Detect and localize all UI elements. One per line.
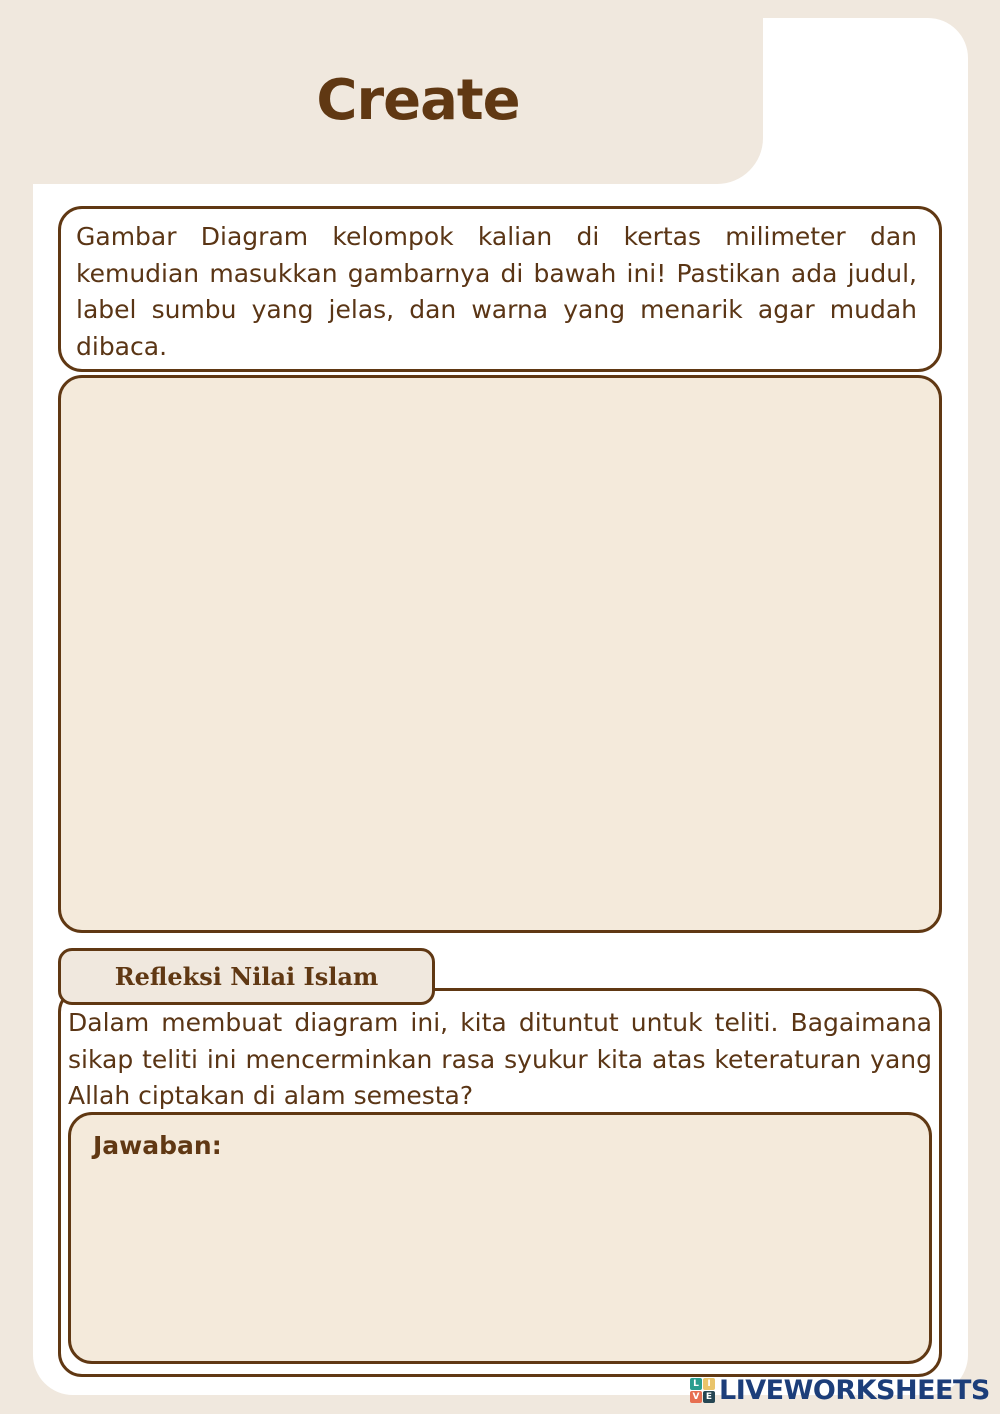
liveworksheets-logo-icon: [690, 1378, 715, 1403]
reflection-tab: Refleksi Nilai Islam: [58, 948, 435, 1005]
watermark-text: LIVEWORKSHEETS: [719, 1374, 990, 1406]
logo-letter-l: L: [690, 1378, 702, 1390]
logo-letter-v: V: [690, 1391, 702, 1403]
diagram-upload-area[interactable]: [58, 375, 942, 933]
reflection-question: Dalam membuat diagram ini, kita dituntut untuk teliti. Bagaimana sikap teliti ini mencerminkan rasa syukur kita atas keteraturan yang Allah ciptakan di alam semesta?: [68, 1008, 932, 1110]
logo-letter-e: E: [703, 1391, 715, 1403]
title-panel: [33, 18, 763, 184]
instruction-box: [58, 206, 942, 372]
page-title: Create: [316, 68, 520, 133]
answer-input[interactable]: [68, 1112, 932, 1364]
logo-letter-i: I: [703, 1378, 715, 1390]
liveworksheets-watermark: [690, 1372, 990, 1408]
instruction-text: Gambar Diagram kelompok kalian di kertas milimeter dan kemudian masukkan gambarnya di bawah ini! Pastikan ada judul, label sumbu yang jelas, dan warna yang menarik agar mudah dibaca.: [76, 222, 917, 361]
answer-label: Jawaban:: [93, 1131, 222, 1160]
